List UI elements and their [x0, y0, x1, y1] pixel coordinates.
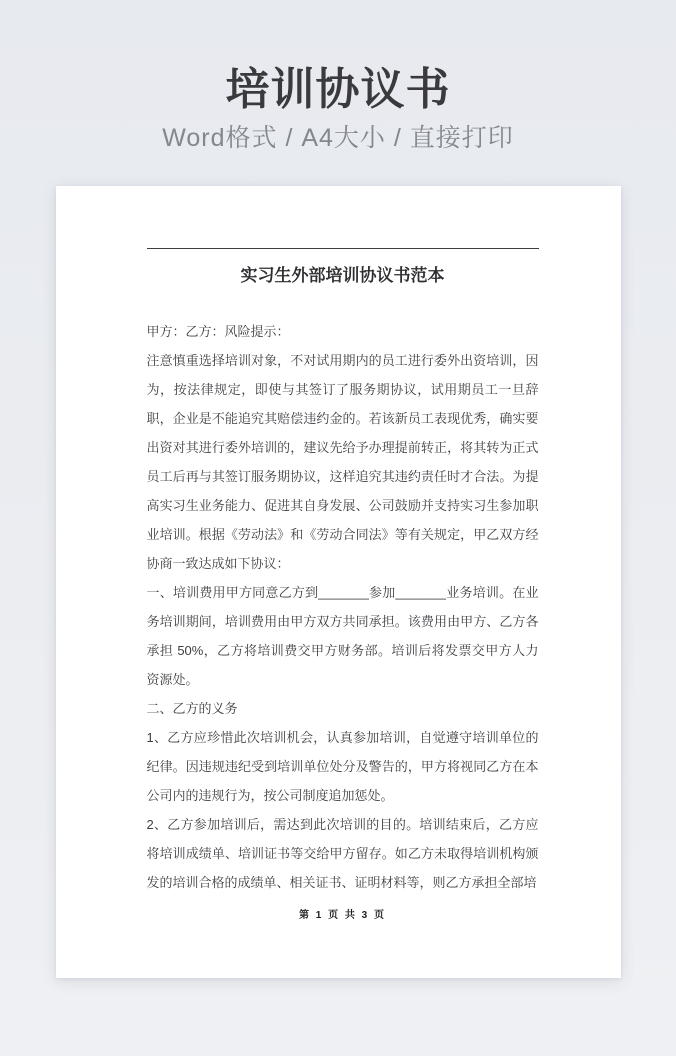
page-number: 第 1 页 共 3 页 [298, 910, 386, 921]
header [0, 0, 676, 156]
paragraph-clause-2-item-1: 1、乙方应珍惜此次培训机会，认真参加培训，自觉遵守培训单位的纪律。因违规违纪受到培训单位处分及警告的，甲方将视同乙方在本公司内的违规行为，按公司制度追加惩处。 [146, 730, 539, 803]
document-top-rule [147, 248, 539, 249]
paragraph-risk-notice: 注意慎重选择培训对象，不对试用期内的员工进行委外出资培训，因为，按法律规定，即使与其签订了服务期协议，试用期员工一旦辞职，企业是不能追究其赔偿违约金的。若该新员工表现优秀，确实要出资对其进行委外培训的，建议先给予办理提前转正，将其转为正式员工后再与其签订服务期协议，这样追究其违约责任时才合法。为提高实习生业务能力、促进其自身发展、公司鼓励并支持实习生参加职业培训。根据《劳动法》和《劳动合同法》等有关规定，甲乙双方经协商一致达成如下协议： [146, 353, 539, 571]
parties-line: 甲方：乙方：风险提示： [146, 324, 290, 339]
document-body [147, 317, 539, 897]
paragraph-clause-2-heading: 二、乙方的义务 [146, 701, 238, 716]
document-title: 实习生外部培训协议书范本 [240, 266, 445, 285]
page-title: 培训协议书 [225, 65, 451, 114]
page-subtitle: Word格式 / A4大小 / 直接打印 [162, 124, 514, 152]
paragraph-clause-1: 一、培训费用甲方同意乙方到_______参加_______业务培训。在业务培训期间，培训费用由甲方双方共同承担。该费用由甲方、乙方各承担 50%，乙方将培训费交甲方财务部。培训后将发票交甲方人力资源处。 [146, 585, 539, 687]
paragraph-clause-2-item-2: 2、乙方参加培训后，需达到此次培训的目的。培训结束后，乙方应将培训成绩单、培训证书等交给甲方留存。如乙方未取得培训机构颁发的培训合格的成绩单、相关证书、证明材料等，则乙方承担全部培 [146, 817, 539, 890]
document-page [56, 186, 621, 978]
